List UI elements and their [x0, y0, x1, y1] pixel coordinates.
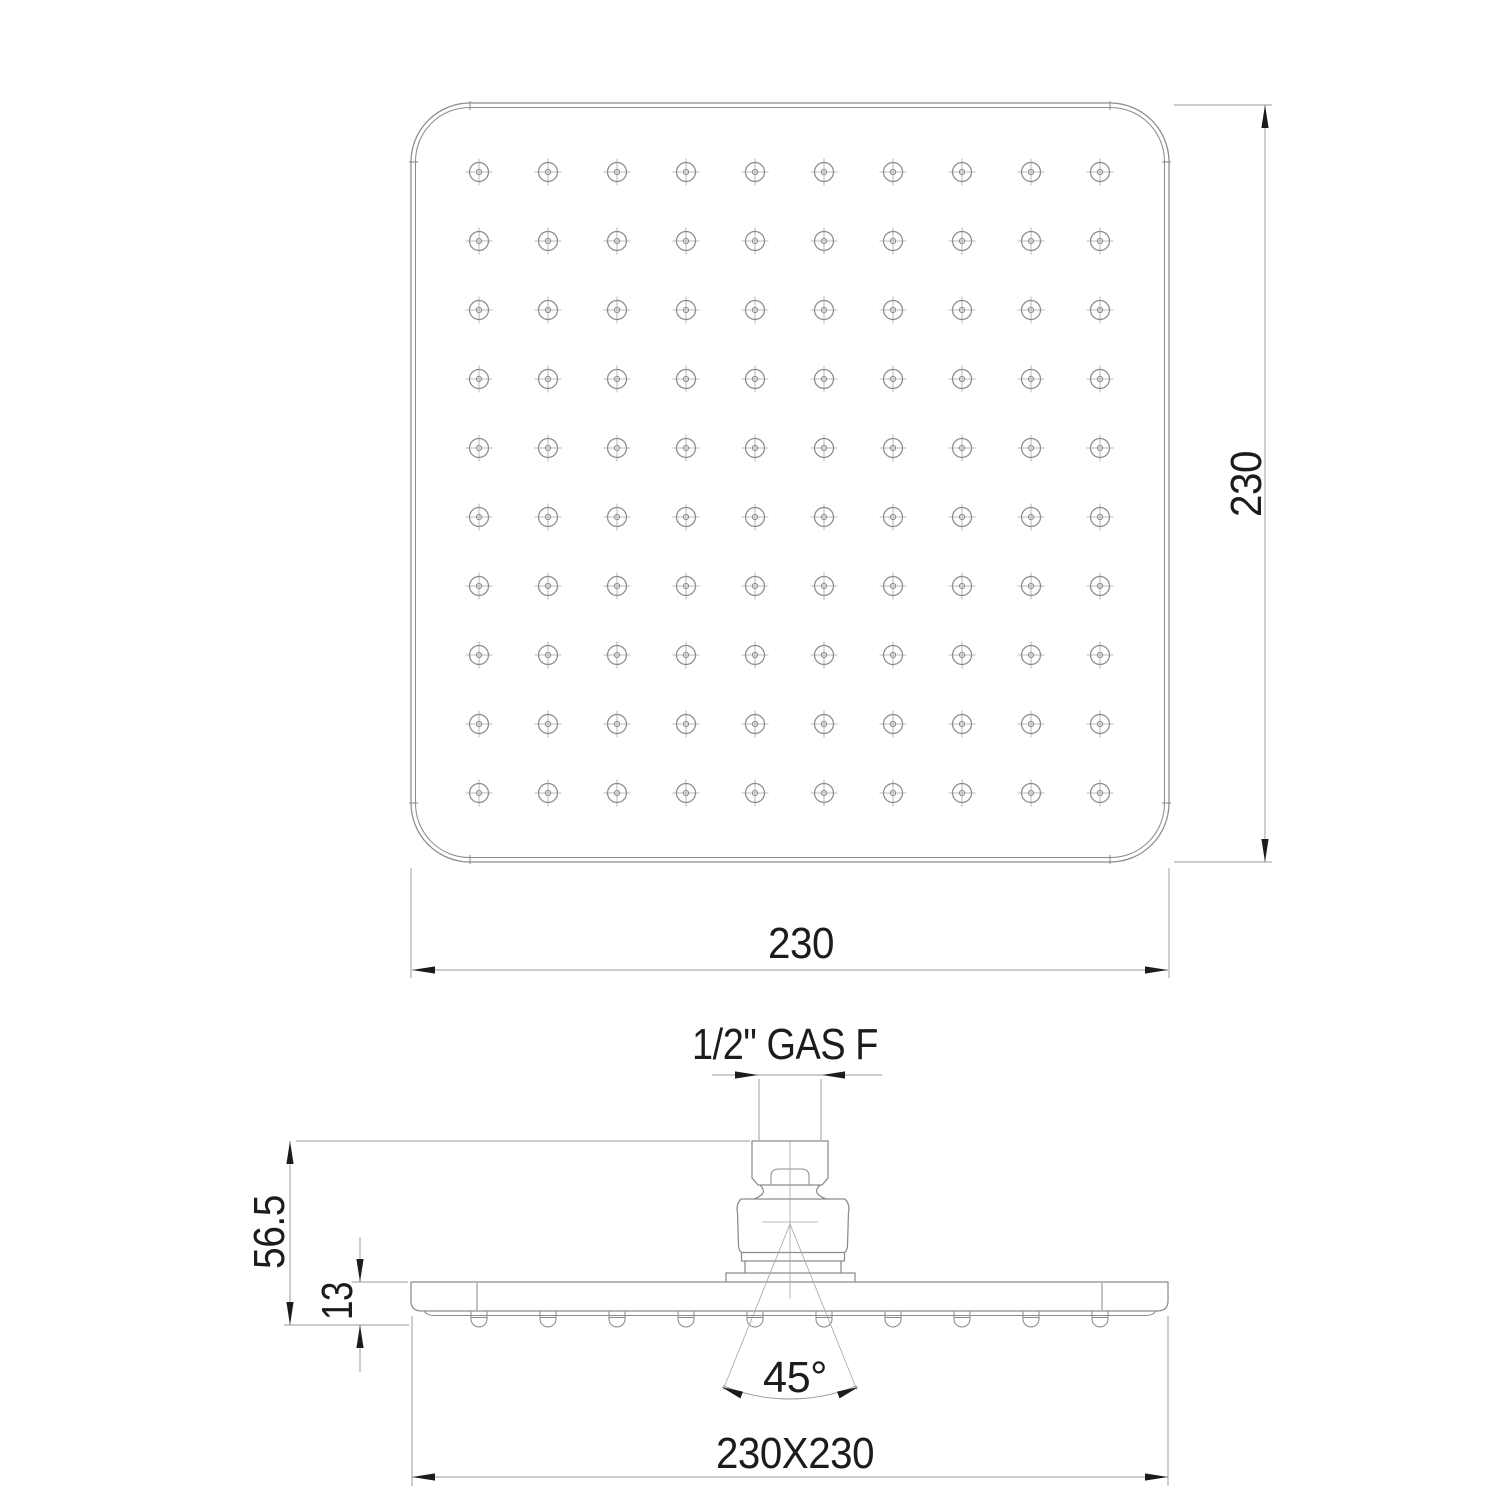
nozzle-hole — [673, 642, 700, 669]
arrow-up-icon — [286, 1141, 293, 1164]
nozzle-hole — [880, 297, 907, 324]
nozzle-hole — [1018, 711, 1045, 738]
arc-arrow-left-icon — [722, 1387, 744, 1398]
neck-left — [754, 1185, 763, 1199]
nozzle-hole — [880, 711, 907, 738]
nozzle-hole — [673, 573, 700, 600]
nozzle-bump — [954, 1311, 970, 1327]
nozzle-hole — [535, 711, 562, 738]
nozzle-hole — [673, 159, 700, 186]
nozzle-hole — [742, 297, 769, 324]
nozzle-hole — [466, 366, 493, 393]
nozzle-bump — [885, 1311, 901, 1327]
footprint-label: 230X230 — [716, 1429, 874, 1478]
nozzle-hole — [949, 780, 976, 807]
nozzle-hole — [1087, 435, 1114, 462]
nozzle-hole — [466, 711, 493, 738]
nozzle-bump — [678, 1311, 694, 1327]
side-nozzle-bumps — [471, 1311, 1108, 1327]
nozzle-hole — [535, 159, 562, 186]
overall-height-label: 56.5 — [245, 1185, 294, 1269]
arrow-down-icon — [286, 1302, 293, 1325]
nozzle-hole — [604, 228, 631, 255]
nozzle-hole — [949, 366, 976, 393]
nozzle-hole — [880, 159, 907, 186]
nozzle-hole — [811, 159, 838, 186]
nozzle-hole — [535, 573, 562, 600]
nozzle-bump — [1092, 1311, 1108, 1327]
nozzle-hole — [466, 159, 493, 186]
nozzle-hole — [949, 711, 976, 738]
nozzle-hole — [949, 435, 976, 462]
nozzle-hole — [1087, 504, 1114, 531]
nozzle-hole — [880, 642, 907, 669]
nozzle-hole — [1087, 297, 1114, 324]
nozzle-hole — [604, 297, 631, 324]
arrow-up-icon — [356, 1325, 363, 1348]
top-view-outer-edge — [411, 103, 1169, 862]
nozzle-hole — [466, 435, 493, 462]
nozzle-hole — [466, 642, 493, 669]
arrow-down-icon — [356, 1259, 363, 1282]
nozzle-hole — [604, 366, 631, 393]
nozzle-hole — [811, 780, 838, 807]
nozzle-hole — [535, 504, 562, 531]
dim-thread — [692, 1020, 882, 1140]
nozzle-hole — [1018, 642, 1045, 669]
nozzle-hole — [466, 228, 493, 255]
top-view — [409, 101, 1171, 864]
nozzle-hole — [604, 573, 631, 600]
top-view-inner-rim — [416, 108, 1165, 858]
nozzle-hole — [535, 780, 562, 807]
dim-height-230 — [1174, 105, 1272, 862]
nozzle-bump — [816, 1311, 832, 1327]
nozzle-hole — [880, 435, 907, 462]
nozzle-hole — [742, 504, 769, 531]
nozzle-hole — [1087, 780, 1114, 807]
thread-size-label: 1/2" GAS F — [692, 1020, 878, 1069]
nozzle-hole — [949, 573, 976, 600]
nozzle-hole — [811, 228, 838, 255]
nozzle-hole — [742, 435, 769, 462]
nozzle-hole — [673, 504, 700, 531]
nozzle-hole — [1018, 228, 1045, 255]
nozzle-hole — [535, 366, 562, 393]
nozzle-hole — [1087, 642, 1114, 669]
nozzle-hole — [811, 711, 838, 738]
nozzle-hole — [742, 711, 769, 738]
nozzle-hole — [811, 504, 838, 531]
nozzle-hole — [742, 159, 769, 186]
nozzle-hole — [604, 159, 631, 186]
nozzle-hole — [1087, 366, 1114, 393]
nozzle-hole — [742, 228, 769, 255]
nozzle-hole — [811, 366, 838, 393]
arrow-up-icon — [1261, 105, 1268, 128]
arrow-left-icon — [412, 966, 435, 973]
nozzle-hole — [811, 642, 838, 669]
nozzle-bump — [540, 1311, 556, 1327]
nozzle-hole — [673, 297, 700, 324]
base-flange — [726, 1273, 855, 1282]
nozzle-hole — [880, 780, 907, 807]
nozzle-hole — [949, 228, 976, 255]
joint-ring — [742, 1253, 845, 1262]
nozzle-hole — [604, 435, 631, 462]
nozzle-hole — [880, 573, 907, 600]
arc-arrow-right-icon — [837, 1387, 859, 1398]
nozzle-hole — [604, 642, 631, 669]
nozzle-hole — [466, 297, 493, 324]
nozzle-hole — [604, 780, 631, 807]
nozzle-hole — [673, 780, 700, 807]
nozzle-hole — [1018, 780, 1045, 807]
nozzle-hole — [742, 573, 769, 600]
spray-angle-label: 45° — [763, 1353, 827, 1402]
nozzle-hole — [673, 228, 700, 255]
nozzle-hole — [811, 573, 838, 600]
nozzle-hole — [535, 642, 562, 669]
nozzle-hole — [742, 642, 769, 669]
plate-thickness-label: 13 — [313, 1272, 362, 1320]
nozzle-hole — [535, 435, 562, 462]
arrow-left-icon — [822, 1071, 845, 1078]
nozzle-hole — [949, 504, 976, 531]
nozzle-hole — [811, 435, 838, 462]
arrow-right-icon — [735, 1071, 758, 1078]
nozzle-hole — [466, 573, 493, 600]
neck-right — [817, 1185, 826, 1199]
nozzle-grid — [466, 159, 1114, 807]
nozzle-hole — [604, 711, 631, 738]
nozzle-bump — [609, 1311, 625, 1327]
plate-body — [411, 1282, 1168, 1311]
nozzle-hole — [1018, 573, 1045, 600]
nozzle-hole — [742, 780, 769, 807]
plate-lip — [424, 1311, 1156, 1316]
nozzle-hole — [880, 366, 907, 393]
nozzle-hole — [466, 780, 493, 807]
dim-width-230 — [411, 868, 1169, 978]
dim-width-label: 230 — [768, 919, 834, 968]
nozzle-hole — [1018, 159, 1045, 186]
dim-plate-thickness — [313, 1237, 408, 1372]
nozzle-hole — [949, 159, 976, 186]
joint-collar — [726, 1261, 855, 1273]
arrow-right-icon — [1145, 1473, 1168, 1480]
nozzle-hole — [535, 297, 562, 324]
side-view — [411, 1141, 1168, 1327]
nozzle-hole — [604, 504, 631, 531]
nozzle-bump — [471, 1311, 487, 1327]
nozzle-hole — [1087, 711, 1114, 738]
dim-height-label: 230 — [1222, 445, 1271, 517]
arrow-right-icon — [1145, 966, 1168, 973]
nozzle-hole — [1087, 159, 1114, 186]
nozzle-hole — [466, 504, 493, 531]
arrow-down-icon — [1261, 839, 1268, 862]
nozzle-hole — [811, 297, 838, 324]
nozzle-hole — [535, 228, 562, 255]
nozzle-hole — [673, 366, 700, 393]
ball-joint-housing — [737, 1199, 849, 1253]
nozzle-hole — [880, 504, 907, 531]
nozzle-hole — [880, 228, 907, 255]
arrow-left-icon — [412, 1473, 435, 1480]
nozzle-hole — [1018, 504, 1045, 531]
nozzle-hole — [673, 711, 700, 738]
corner-tangent-ticks — [409, 101, 1171, 864]
nozzle-hole — [1018, 297, 1045, 324]
nozzle-hole — [742, 366, 769, 393]
nozzle-hole — [949, 642, 976, 669]
nozzle-hole — [1087, 573, 1114, 600]
nozzle-hole — [949, 297, 976, 324]
nozzle-hole — [1018, 366, 1045, 393]
nozzle-hole — [1087, 228, 1114, 255]
nozzle-hole — [1018, 435, 1045, 462]
nozzle-bump — [1023, 1311, 1039, 1327]
nozzle-hole — [673, 435, 700, 462]
